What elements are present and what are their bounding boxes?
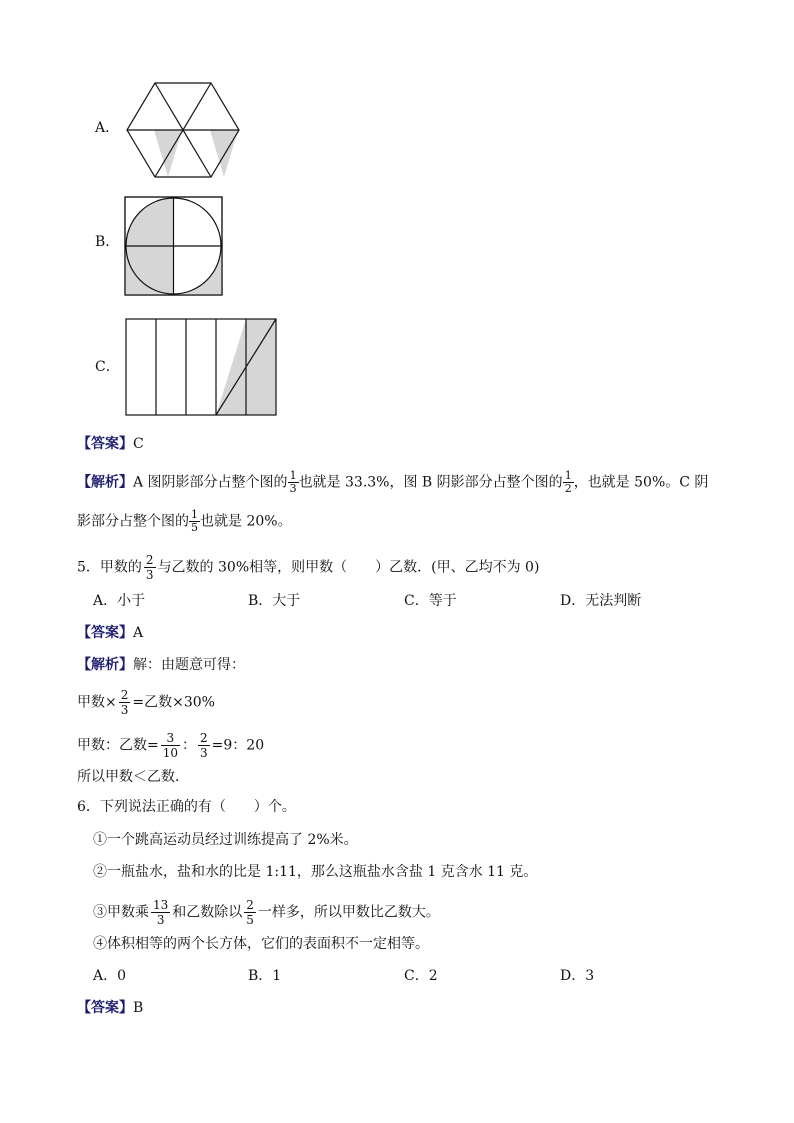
fraction-one-fifth: $\frac{1}{5}$ [191,508,198,534]
fraction-thirteen-thirds: $\frac{13}{3}$ [153,898,169,927]
q6-option-c: C．2 [404,968,438,984]
q5-answer [77,623,143,643]
q4-analysis-line-2 [77,509,292,534]
option-a-label: A． [95,120,120,136]
q6-answer [77,998,143,1018]
q4-analysis-text-2: 也就是 33.3%，图 B 阴影部分占整个图的 [298,474,563,491]
q4-analysis-text-3: ，也就是 50%。C 阴 [573,474,709,491]
q4-analysis-text-4: 影部分占整个图的 [77,513,189,530]
fraction-two-thirds: $\frac{2}{3}$ [120,688,129,717]
rectangle-strips-figure [125,318,278,416]
q5-analysis-line-1 [77,655,245,675]
q6-s3-text-3: 一样多，所以甲数比乙数大。 [257,904,440,921]
q6-statement-1: ①一个跳高运动员经过训练提高了 2%米。 [93,832,358,848]
analysis-tag: 【解析】 [77,657,133,673]
q6-option-a: A．0 [93,968,127,984]
hexagon-figure [126,82,240,178]
option-b-label: B． [95,234,120,250]
q4-answer-value: C [133,436,144,452]
q5-option-a: A．小于 [93,593,146,609]
q6-s3-text-1: ③甲数乘 [93,904,149,921]
q6-stem: 6．下列说法正确的有（ ）个。 [77,799,296,815]
q6-statement-2: ②一瓶盐水，盐和水的比是 1:11，那么这瓶盐水含盐 1 克含水 11 克。 [93,864,538,880]
q4-analysis-line-1 [77,470,708,495]
fraction-one-third: $\frac{1}{3}$ [289,469,297,495]
q5-stem-text-2: 与乙数的 30%相等，则甲数（ ）乙数．(甲、乙均不为 0) [157,559,540,576]
fraction-three-tenths: $\frac{3}{10}$ [162,731,179,760]
fraction-two-thirds: $\frac{2}{3}$ [145,553,154,582]
q5-option-d: D．无法判断 [560,593,642,609]
q5-conclusion: 所以甲数＜乙数． [77,769,189,785]
q5-answer-value: A [133,625,144,641]
answer-tag: 【答案】 [77,1000,133,1016]
answer-tag: 【答案】 [77,625,133,641]
q5-option-c: C．等于 [404,593,457,609]
fraction-one-half: $\frac{1}{2}$ [564,469,572,495]
option-c-label: C． [95,359,120,375]
q5-eq2-right: =9：20 [211,737,265,754]
fraction-two-fifths: $\frac{2}{5}$ [246,898,254,927]
q4-analysis-text-5: 也就是 20%。 [200,513,292,530]
q5-option-b: B．大于 [248,593,301,609]
q6-option-d: D．3 [560,968,595,984]
q4-analysis-text-1: A 图阴影部分占整个图的 [133,474,288,491]
q5-stem [77,553,539,582]
q6-option-b: B．1 [248,968,282,984]
q6-answer-value: B [133,1000,144,1016]
q4-answer [77,434,144,454]
q5-eq1-left: 甲数× [77,694,117,711]
q6-s3-text-2: 和乙数除以 [172,904,243,921]
circle-square-figure [124,196,223,296]
q5-eq2-ratio-sign: ： [182,737,197,754]
q5-equation-1 [77,688,215,717]
answer-tag: 【答案】 [77,436,133,452]
q5-equation-2 [77,731,264,760]
q5-eq1-right: =乙数×30% [132,694,215,711]
q5-analysis-text: 解：由题意可得： [133,657,245,673]
fraction-two-thirds: $\frac{2}{3}$ [200,731,208,760]
q5-stem-text-1: 5．甲数的 [77,559,142,576]
q5-eq2-left: 甲数：乙数= [77,737,159,754]
q6-statement-3 [93,898,440,927]
analysis-tag: 【解析】 [77,474,133,491]
q6-statement-4: ④体积相等的两个长方体，它们的表面积不一定相等。 [93,936,429,952]
